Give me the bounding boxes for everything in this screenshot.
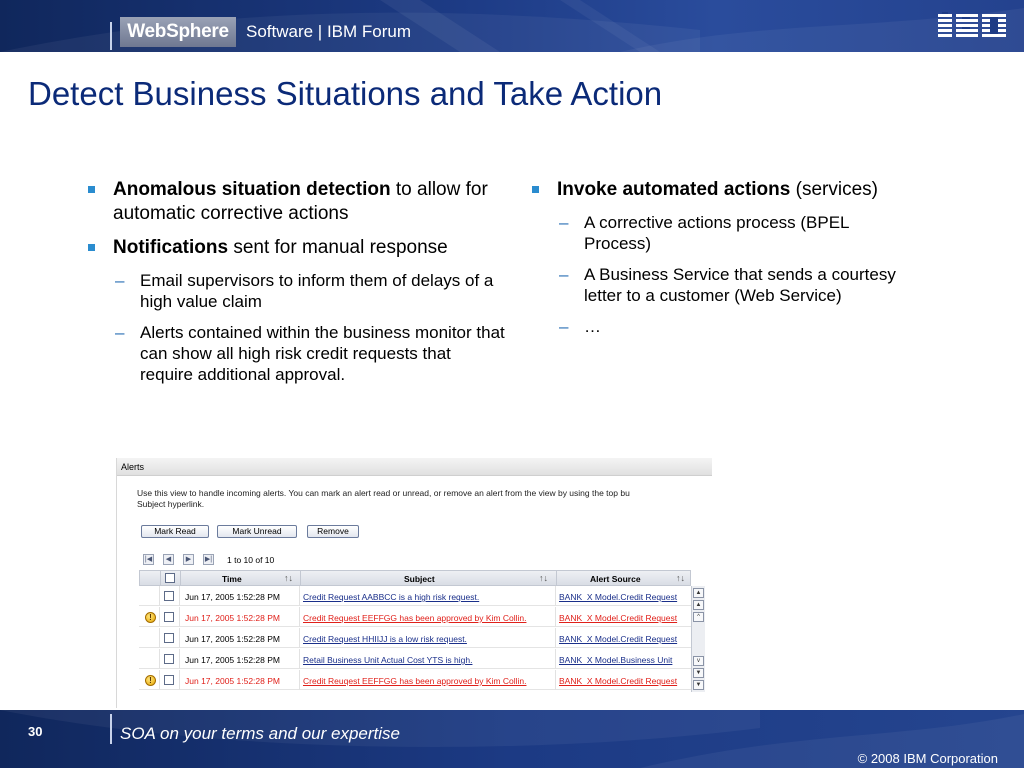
prev-page-icon[interactable]: ◀ bbox=[163, 554, 174, 565]
table-row[interactable] bbox=[139, 670, 691, 690]
bullet-notifications bbox=[88, 236, 508, 260]
scroll-page-up-icon[interactable]: ▲ bbox=[693, 600, 704, 610]
websphere-badge: WebSphere bbox=[120, 17, 236, 47]
row-checkbox[interactable] bbox=[164, 633, 174, 643]
footer-tagline: SOA on your terms and our expertise bbox=[120, 724, 401, 743]
bullet-square-icon bbox=[88, 186, 95, 193]
remove-button[interactable]: Remove bbox=[307, 525, 359, 538]
sub-bullet-web-service bbox=[559, 264, 912, 306]
row-checkbox[interactable] bbox=[164, 612, 174, 622]
sort-subject-icon[interactable]: ↑↓ bbox=[539, 573, 548, 583]
table-row[interactable] bbox=[139, 586, 691, 606]
bullet-bold-text: Anomalous situation detection bbox=[113, 179, 391, 200]
slide-title: Detect Business Situations and Take Action bbox=[28, 75, 663, 112]
bullet-anomalous-detection bbox=[88, 178, 508, 226]
alert-source-column-header[interactable]: Alert Source bbox=[590, 574, 641, 584]
row-time: Jun 17, 2005 1:52:28 PM bbox=[185, 676, 280, 686]
row-time: Jun 17, 2005 1:52:28 PM bbox=[185, 634, 280, 644]
sub-bullet-text: Alerts contained within the business monitor that can show all high risk credit requests that require additional approval. bbox=[140, 323, 505, 384]
dash-icon: – bbox=[559, 213, 569, 232]
row-time: Jun 17, 2005 1:52:28 PM bbox=[185, 592, 280, 602]
time-column-header[interactable]: Time bbox=[222, 574, 242, 584]
alerts-description: Use this view to handle incoming alerts. You can mark an alert read or unread, or remove an alert from the view by using the top bu Subject hyperlink. bbox=[137, 488, 630, 509]
scroll-up-icon[interactable]: ^ bbox=[693, 612, 704, 622]
row-subject-link[interactable]: Credit Reuqest EEFFGG has been approved by Kim Collin. bbox=[303, 676, 527, 686]
sub-bullet-text: A Business Service that sends a courtesy letter to a customer (Web Service) bbox=[584, 265, 896, 305]
scroll-down-icon[interactable]: v bbox=[693, 656, 704, 666]
row-source-link[interactable]: BANK_X Model.Business Unit bbox=[559, 655, 673, 665]
footer-divider bbox=[110, 714, 112, 744]
mark-unread-button[interactable]: Mark Unread bbox=[217, 525, 297, 538]
bullet-square-icon bbox=[532, 186, 539, 193]
sub-bullet-email bbox=[115, 270, 508, 312]
row-checkbox[interactable] bbox=[164, 675, 174, 685]
row-time: Jun 17, 2005 1:52:28 PM bbox=[185, 613, 280, 623]
alerts-table-header bbox=[139, 570, 691, 586]
bullet-square-icon bbox=[88, 244, 95, 251]
page-number: 30 bbox=[28, 724, 43, 739]
row-subject-link[interactable]: Credit Request EEFFGG has been approved by Kim Collin. bbox=[303, 613, 527, 623]
dash-icon: – bbox=[559, 265, 569, 284]
mark-read-button[interactable]: Mark Read bbox=[141, 525, 209, 538]
row-source-link[interactable]: BANK_X Model.Credit Request bbox=[559, 634, 678, 644]
bullet-text: sent for manual response bbox=[228, 237, 448, 258]
sub-bullet-ellipsis bbox=[559, 316, 912, 337]
row-source-link[interactable]: BANK_X Model.Credit Request bbox=[559, 676, 678, 686]
row-checkbox[interactable] bbox=[164, 654, 174, 664]
bullet-bold-text: Notifications bbox=[113, 237, 229, 258]
table-scrollbar[interactable] bbox=[691, 586, 705, 692]
table-row[interactable] bbox=[139, 628, 691, 648]
alerts-view-screenshot bbox=[116, 458, 712, 708]
first-page-icon[interactable]: |◀ bbox=[144, 556, 153, 563]
scroll-top-icon[interactable]: ▲ bbox=[693, 588, 704, 598]
sub-bullet-text: A corrective actions process (BPEL Process) bbox=[584, 213, 849, 253]
header-band bbox=[0, 0, 1024, 52]
row-source-link[interactable]: BANK_X Model.Credit Request bbox=[559, 613, 678, 623]
sub-bullet-text: Email supervisors to inform them of delays of a high value claim bbox=[140, 271, 494, 311]
bullet-text: to allow for automatic corrective actions bbox=[113, 179, 488, 224]
row-subject-link[interactable]: Credit Request AABBCC is a high risk request. bbox=[303, 592, 480, 602]
scroll-page-down-icon[interactable]: ▼ bbox=[693, 668, 704, 678]
last-page-icon[interactable]: ▶| bbox=[204, 556, 213, 563]
alerts-titlebar bbox=[117, 458, 712, 476]
row-checkbox[interactable] bbox=[164, 591, 174, 601]
sub-bullet-bpel bbox=[559, 212, 912, 254]
dash-icon: – bbox=[115, 323, 125, 342]
copyright: © 2008 IBM Corporation bbox=[857, 751, 998, 766]
ibm-logo bbox=[936, 12, 1008, 40]
left-bullet-column bbox=[88, 178, 508, 395]
sub-bullet-text: … bbox=[584, 317, 601, 336]
header-divider bbox=[110, 22, 112, 50]
sort-time-icon[interactable]: ↑↓ bbox=[284, 573, 293, 583]
table-row[interactable] bbox=[139, 649, 691, 669]
dash-icon: – bbox=[115, 271, 125, 290]
row-subject-link[interactable]: Retail Business Unit Actual Cost YTS is high. bbox=[303, 655, 473, 665]
subject-column-header[interactable]: Subject bbox=[404, 574, 435, 584]
row-source-link[interactable]: BANK_X Model.Credit Request bbox=[559, 592, 678, 602]
bullet-text: (services) bbox=[790, 179, 878, 200]
pager-range-text: 1 to 10 of 10 bbox=[227, 555, 275, 565]
sort-source-icon[interactable]: ↑↓ bbox=[676, 573, 685, 583]
next-page-icon[interactable]: ▶ bbox=[183, 554, 194, 565]
table-row[interactable] bbox=[139, 607, 691, 627]
alert-warning-icon: ! bbox=[145, 675, 156, 686]
scroll-bottom-icon[interactable]: ▼ bbox=[693, 680, 704, 690]
bullet-bold-text: Invoke automated actions bbox=[557, 179, 791, 200]
row-subject-link[interactable]: Credit Request HHIIJJ is a low risk request. bbox=[303, 634, 467, 644]
row-time: Jun 17, 2005 1:52:28 PM bbox=[185, 655, 280, 665]
sub-bullet-alerts bbox=[115, 322, 508, 385]
select-all-checkbox[interactable] bbox=[165, 573, 175, 583]
footer-band bbox=[0, 710, 1024, 768]
dash-icon: – bbox=[559, 317, 569, 336]
bullet-automated-actions bbox=[532, 178, 912, 202]
alerts-title: Alerts bbox=[121, 462, 145, 472]
header-subtitle: Software | IBM Forum bbox=[246, 22, 412, 41]
right-bullet-column bbox=[532, 178, 912, 347]
alert-warning-icon: ! bbox=[145, 612, 156, 623]
